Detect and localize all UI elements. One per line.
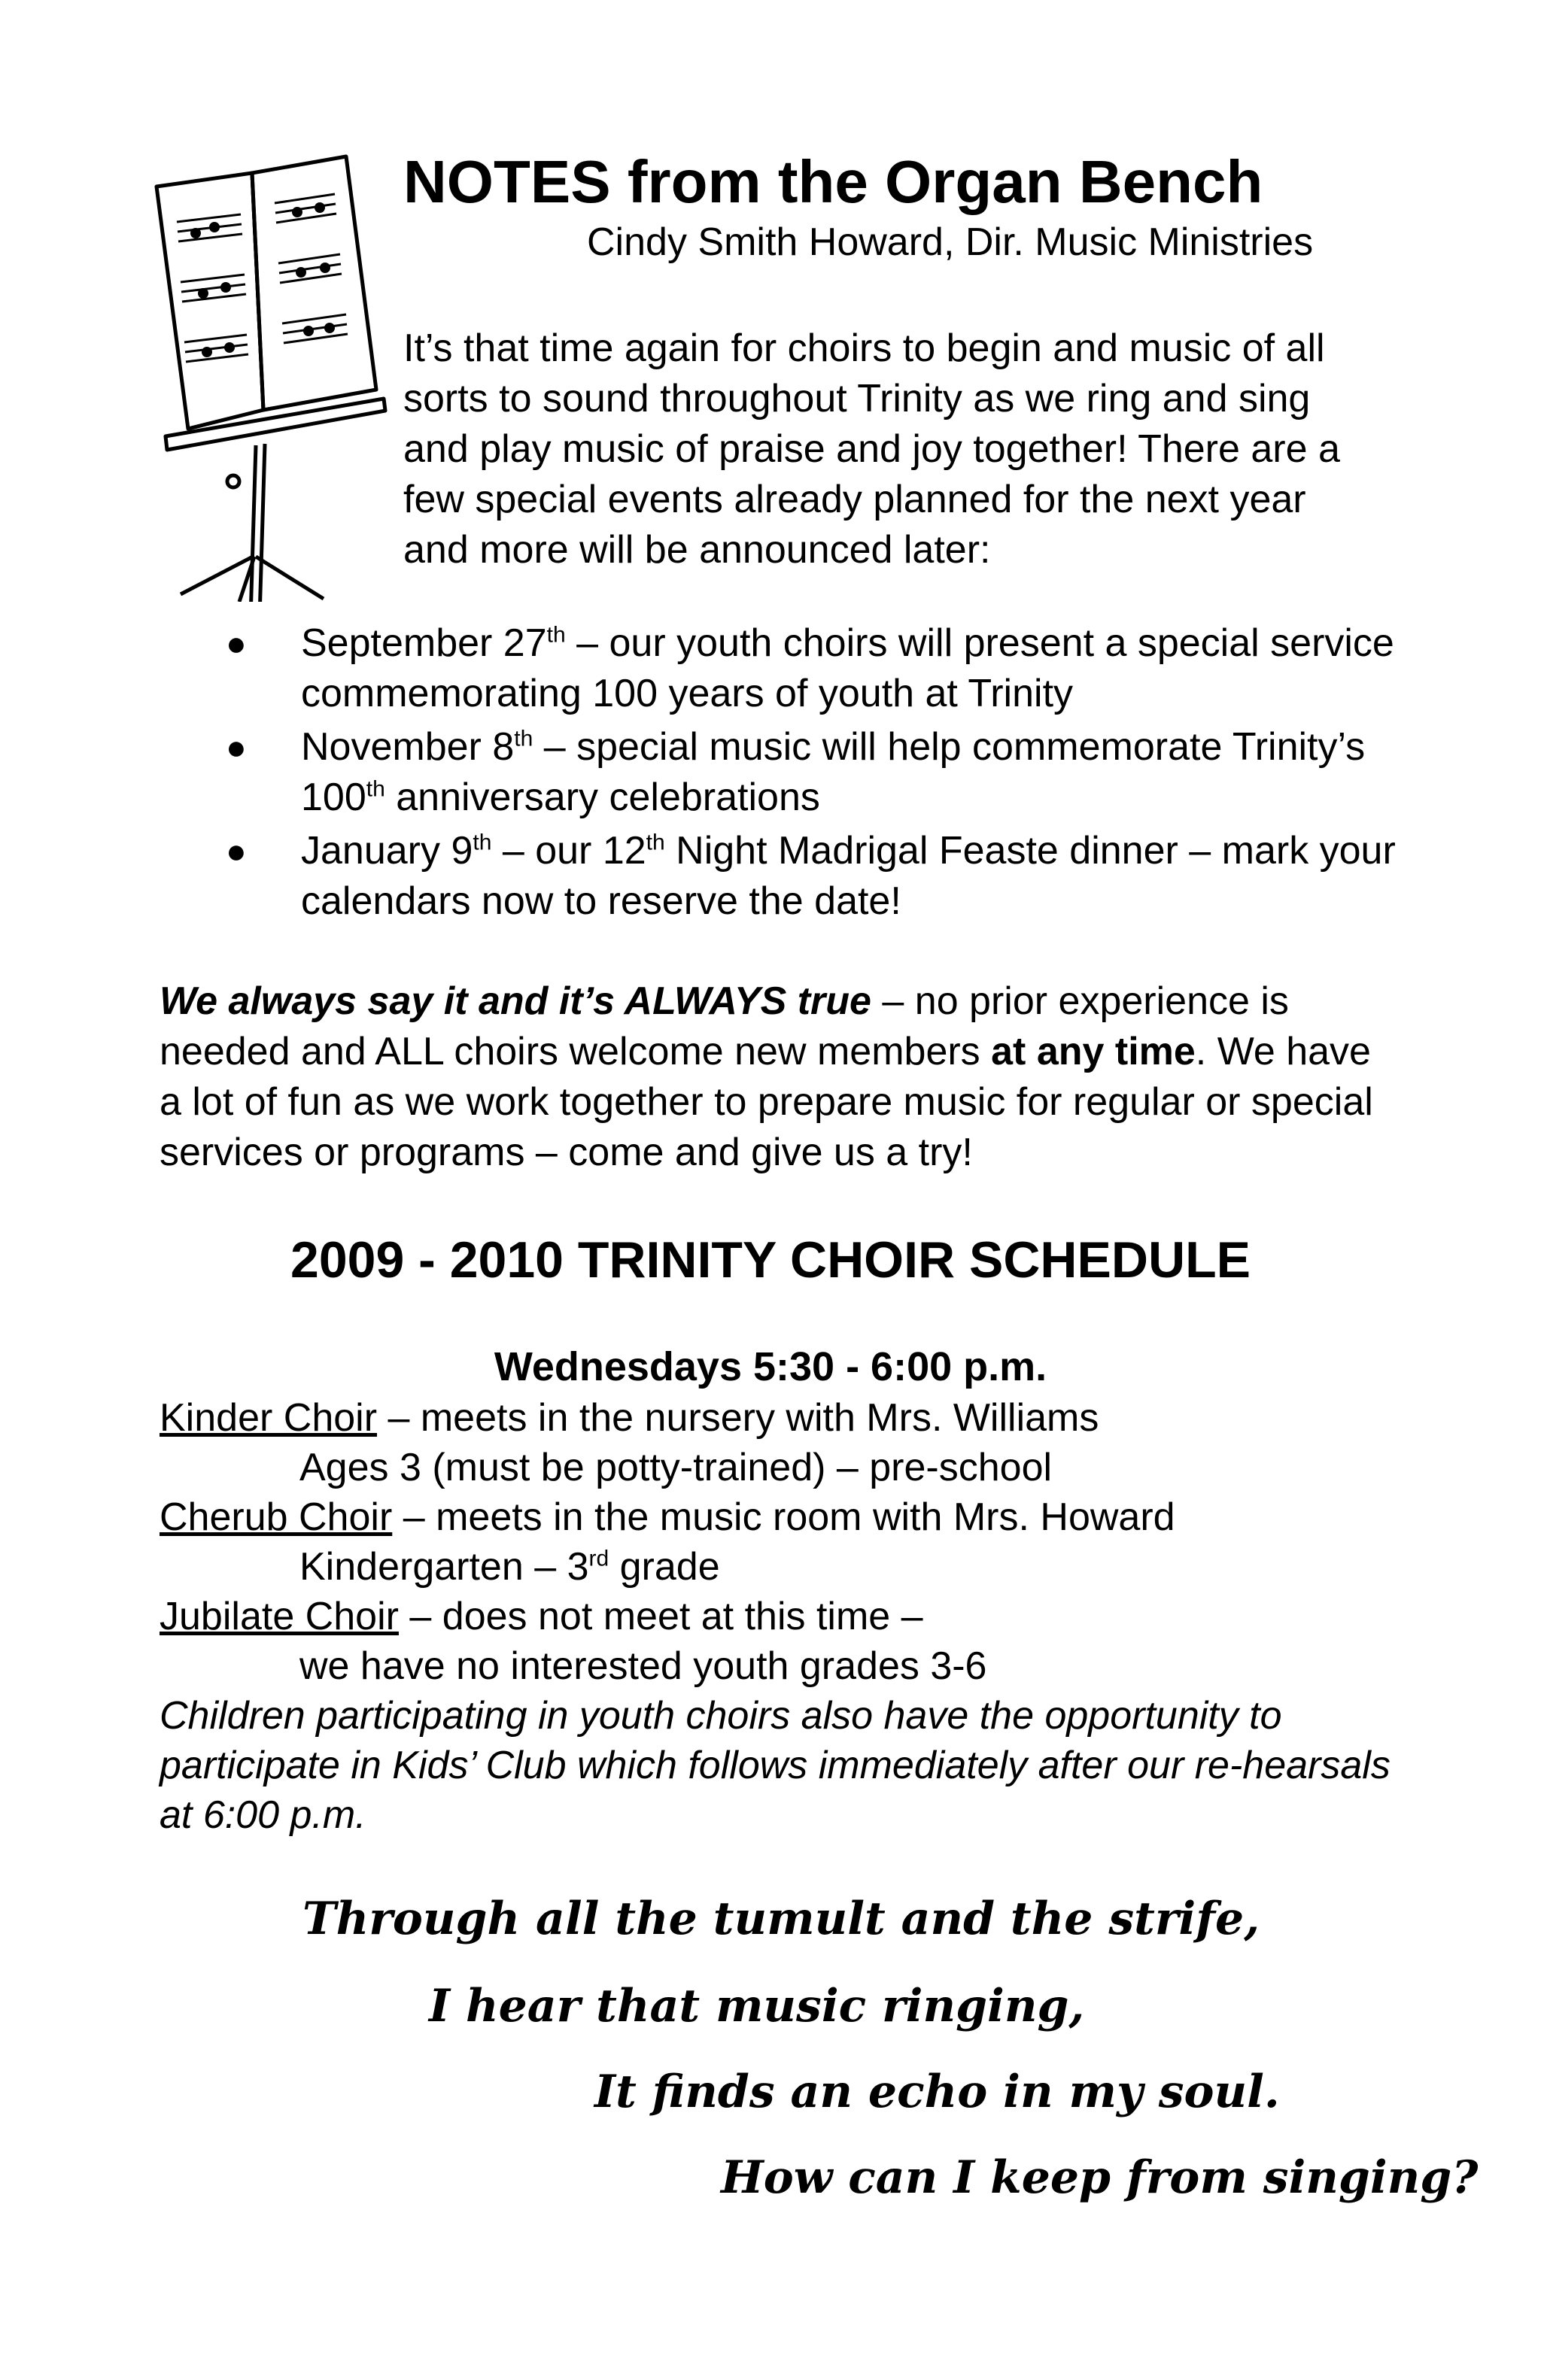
event-date: November 8 bbox=[301, 725, 515, 769]
choir-name: Cherub Choir bbox=[160, 1495, 393, 1539]
choir-detail: we have no interested youth grades 3-6 bbox=[299, 1644, 987, 1688]
event-text-suffix: th bbox=[366, 776, 385, 802]
poem-line: Through all the tumult and the strife, bbox=[302, 1893, 1260, 1945]
list-item bbox=[226, 618, 1400, 719]
poem-line: It finds an echo in my soul. bbox=[594, 2066, 1280, 2118]
choir-detail-text: grade bbox=[609, 1545, 720, 1589]
event-text: Night Madrigal Feaste dinner – mark your calendars now to reserve the date! bbox=[301, 829, 1396, 923]
bullet-icon: ● bbox=[226, 831, 247, 870]
welcome-paragraph bbox=[160, 976, 1394, 1178]
choir-name: Jubilate Choir bbox=[160, 1595, 399, 1638]
event-text: – our youth choirs will present a special service commemorating 100 years of youth at Trinity bbox=[301, 621, 1394, 715]
choir-schedule bbox=[160, 1393, 1401, 1840]
event-text: – our 12 bbox=[491, 829, 646, 873]
choir-row bbox=[160, 1592, 1401, 1641]
choir-desc: – meets in the nursery with Mrs. Williams bbox=[377, 1396, 1099, 1440]
choir-detail: Ages 3 (must be potty-trained) – pre-school bbox=[299, 1446, 1053, 1489]
event-date-suffix: th bbox=[514, 726, 533, 751]
welcome-emphasis: We always say it and it’s ALWAYS true bbox=[160, 979, 871, 1023]
choir-desc: – meets in the music room with Mrs. Howard bbox=[392, 1495, 1175, 1539]
welcome-bold: at any time bbox=[991, 1030, 1196, 1073]
bullet-icon: ● bbox=[226, 727, 247, 767]
list-item bbox=[226, 722, 1400, 823]
schedule-time: Wednesdays 5:30 - 6:00 p.m. bbox=[494, 1344, 1047, 1389]
choir-detail-text: Kindergarten – 3 bbox=[299, 1545, 589, 1589]
welcome-text: . We have a lot of fun as we work together to prepare music for regular or special services or programs – come and give us a try! bbox=[160, 1030, 1373, 1174]
choir-name: Kinder Choir bbox=[160, 1396, 378, 1440]
event-date-suffix: th bbox=[546, 622, 566, 648]
event-date: September 27 bbox=[301, 621, 547, 665]
list-item bbox=[226, 826, 1400, 927]
poem-line: I hear that music ringing, bbox=[429, 1980, 1085, 2032]
intro-text: It’s that time again for choirs to begin and music of all sorts to sound throughout Trinity as we ring and sing and play music of praise and joy together! There are a few special events already planned for the next year and more will be announced later: bbox=[403, 326, 1340, 572]
bullet-icon: ● bbox=[226, 624, 247, 663]
events-list bbox=[226, 618, 1400, 930]
event-text-suffix: th bbox=[646, 830, 665, 855]
event-date-suffix: th bbox=[473, 830, 492, 855]
poem-line: How can I keep from singing? bbox=[721, 2151, 1479, 2204]
event-text: – special music will help commemorate Trinity’s 100 bbox=[301, 725, 1366, 819]
schedule-note: Children participating in youth choirs also have the opportunity to participate in Kids’ Club which follows immediately after our re-hearsals at 6:00 p.m. bbox=[160, 1694, 1391, 1837]
schedule-title: 2009 - 2010 TRINITY CHOIR SCHEDULE bbox=[290, 1231, 1251, 1289]
choir-row bbox=[160, 1393, 1401, 1443]
choir-row bbox=[160, 1492, 1401, 1542]
author-byline: Cindy Smith Howard, Dir. Music Ministries bbox=[587, 220, 1314, 264]
welcome-text: – no prior experience is needed and ALL choirs welcome new members bbox=[160, 979, 1289, 1073]
page-title: NOTES from the Organ Bench bbox=[403, 148, 1263, 215]
choir-detail bbox=[160, 1542, 1401, 1592]
event-text: anniversary celebrations bbox=[384, 776, 820, 819]
choir-detail-suffix: rd bbox=[588, 1546, 609, 1571]
choir-desc: – does not meet at this time – bbox=[398, 1595, 923, 1638]
event-date: January 9 bbox=[301, 829, 473, 873]
intro-paragraph bbox=[403, 323, 1381, 575]
music-stand-icon bbox=[150, 150, 399, 602]
